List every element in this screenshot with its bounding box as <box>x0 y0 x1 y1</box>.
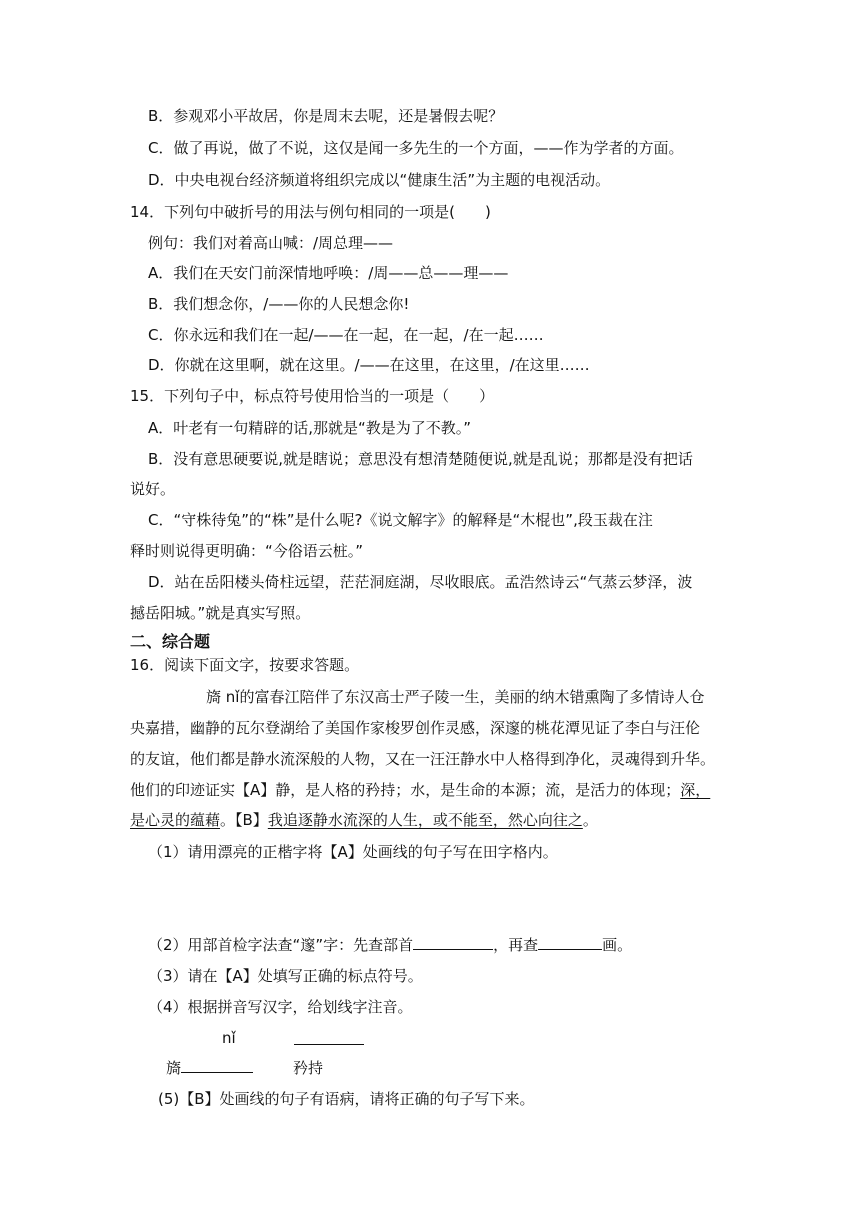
hanzi-answer-blank[interactable] <box>181 1058 253 1073</box>
q14-example: 例句：我们对着高山喊：/周总理—— <box>148 234 394 252</box>
radical-blank[interactable] <box>413 935 493 950</box>
q15-option-a: A．叶老有一句精辟的话,那就是“教是为了不教。” <box>148 419 472 437</box>
q15-option-b-line1: B．没有意思硬要说,就是瞎说；意思没有想清楚随便说,就是乱说；那都是没有把话 <box>148 450 693 468</box>
subquestion-2 <box>148 935 632 955</box>
subquestion-2-text-c: 画。 <box>602 936 633 954</box>
q15-option-c-line1: C．“守株待兔”的“株”是什么呢?《说文解字》的解释是“木棍也”,段玉裁在注 <box>148 511 653 529</box>
stroke-count-blank[interactable] <box>538 935 602 950</box>
passage-line-1: 旖 nǐ的富春江陪伴了东汉高士严子陵一生，美丽的纳木错熏陶了多情诗人仓 <box>206 688 705 706</box>
pinyin-answer-blank[interactable] <box>294 1044 364 1045</box>
subquestion-2-text-b: ，再查 <box>493 936 539 954</box>
subquestion-3: （3）请在【A】处填写正确的标点符号。 <box>148 967 423 985</box>
subquestion-2-text-a: （2）用部首检字法查“邃”字：先查部首 <box>148 936 414 954</box>
q15-option-d-line1: D．站在岳阳楼头倚柱远望，茫茫洞庭湖，尽收眼底。孟浩然诗云“气蒸云梦泽，波 <box>148 573 693 591</box>
underlined-sentence-b: 我追逐静水流深的人生，或不能至，然心向往之 <box>267 811 583 829</box>
q14-option-c: C．你永远和我们在一起/——在一起，在一起，/在一起…… <box>148 326 544 344</box>
passage-end-period: 。 <box>582 811 598 829</box>
word-yi: 旖 <box>166 1059 182 1077</box>
q16-stem: 16．阅读下面文字，按要求答题。 <box>130 656 360 674</box>
underlined-sentence-a-start: 深， <box>680 781 711 799</box>
subquestion-4: （4）根据拼音写汉字，给划线字注音。 <box>148 998 413 1016</box>
passage-line-4 <box>130 780 710 800</box>
section-title: 二、综合题 <box>130 632 211 651</box>
word-line <box>166 1058 323 1078</box>
q14-option-b: B．我们想念你，/——你的人民想念你! <box>148 295 410 313</box>
q15-stem: 15．下列句子中，标点符号使用恰当的一项是（ ） <box>130 387 495 405</box>
q15-option-b-line2: 说好。 <box>130 480 176 498</box>
passage-line-5 <box>130 810 598 830</box>
q14-option-d: D．你就在这里啊，就在这里。/——在这里，在这里，/在这里…… <box>148 356 590 374</box>
q15-option-c-line2: 释时则说得更明确：“今俗语云桩。” <box>130 542 364 560</box>
passage-line-2: 央嘉措，幽静的瓦尔登湖给了美国作家梭罗创作灵感，深邃的桃花潭见证了李白与汪伦 <box>130 719 701 737</box>
pinyin-ni: nǐ <box>222 1029 236 1047</box>
passage-line-4-text: 他们的印迹证实【A】静，是人格的矜持；水，是生命的本源；流，是活力的体现； <box>130 781 681 799</box>
subquestion-5: (5)【B】处画线的句子有语病，请将正确的句子写下来。 <box>158 1090 535 1108</box>
q13-option-b: B．参观邓小平故居，你是周末去呢，还是暑假去呢？ <box>148 107 504 125</box>
q13-option-d: D．中央电视台经济频道将组织完成以“健康生活”为主题的电视活动。 <box>148 171 611 189</box>
q14-stem: 14．下列句中破折号的用法与例句相同的一项是( ) <box>130 203 491 221</box>
q15-option-d-line2: 撼岳阳城。”就是真实写照。 <box>130 604 311 622</box>
subquestion-1: （1）请用漂亮的正楷字将【A】处画线的句子写在田字格内。 <box>148 843 558 861</box>
marker-b: 。【B】 <box>220 811 268 829</box>
passage-line-3: 的友谊，他们都是静水流深般的人物，又在一汪汪静水中人格得到净化，灵魂得到升华。 <box>130 750 716 768</box>
q13-option-c: C．做了再说，做了不说，这仅是闻一多先生的一个方面，——作为学者的方面。 <box>148 139 684 157</box>
q14-option-a: A．我们在天安门前深情地呼唤：/周——总——理—— <box>148 264 509 282</box>
word-jinchi: 矜持 <box>293 1059 324 1077</box>
underlined-sentence-a-end: 是心灵的蕴藉 <box>130 811 221 829</box>
